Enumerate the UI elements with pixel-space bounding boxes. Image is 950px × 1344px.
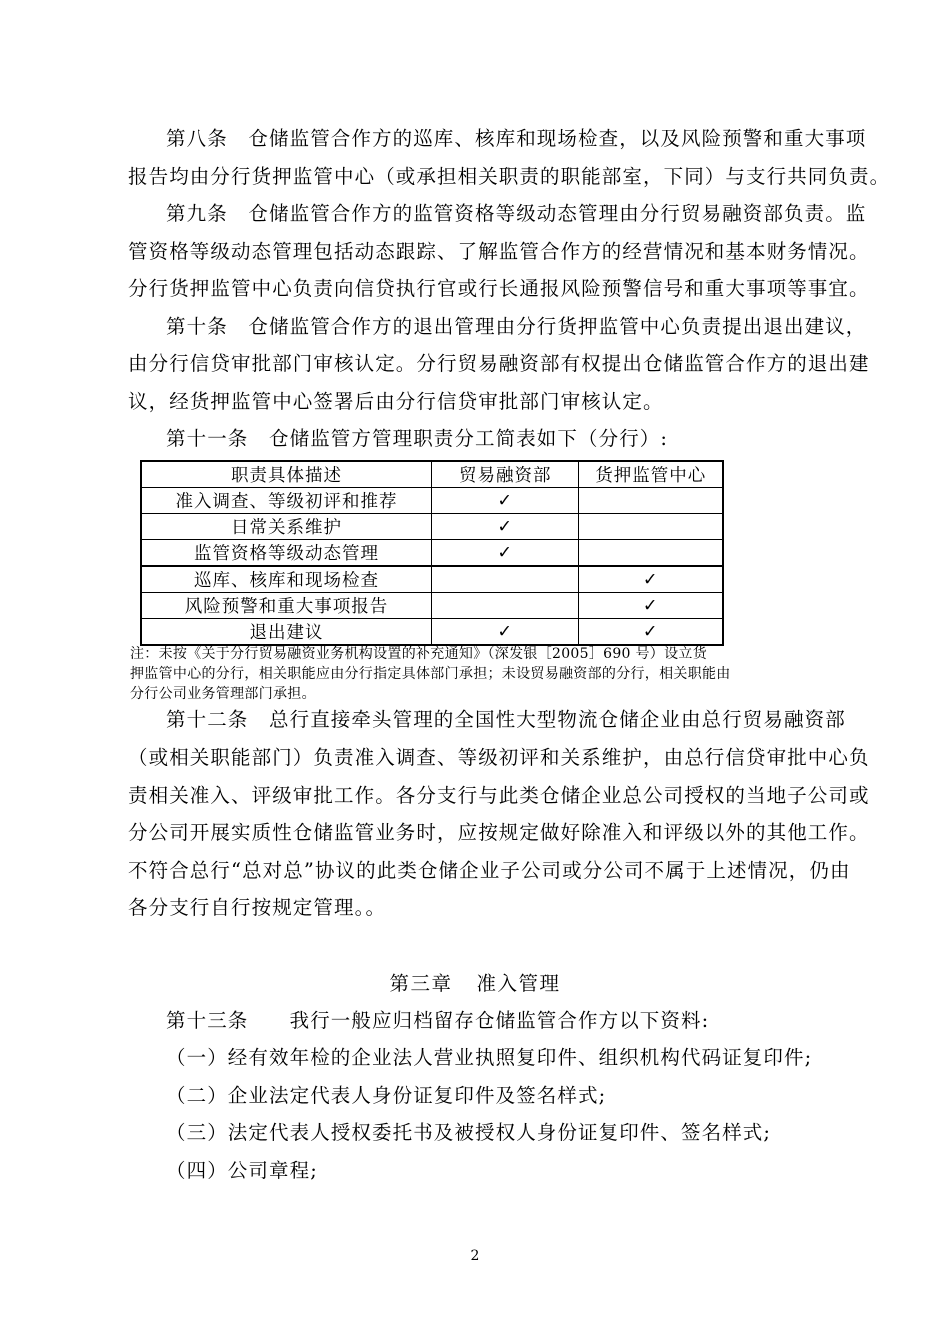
- page-number: 2: [470, 1248, 480, 1264]
- check-mark: [432, 566, 579, 593]
- check-mark: ✓: [579, 619, 723, 646]
- table-cell: 风险预警和重大事项报告: [141, 593, 432, 619]
- paragraph-line: 第十条 仓储监管合作方的退出管理由分行货押监管中心负责提出退出建议，: [166, 315, 867, 338]
- paragraph-line: 责相关准入、评级审批工作。各分支行与此类仓储企业总公司授权的当地子公司或: [128, 784, 870, 807]
- table-row: [141, 619, 723, 646]
- table-header: 职责具体描述: [141, 461, 432, 488]
- paragraph-line: 报告均由分行货押监管中心（或承担相关职责的职能部室，下同）与支行共同负责。: [128, 165, 891, 188]
- paragraph-line: 由分行信贷审批部门审核认定。分行贸易融资部有权提出仓储监管合作方的退出建: [128, 352, 870, 375]
- check-mark: ✓: [432, 514, 579, 540]
- chapter-title: 准入管理: [476, 972, 561, 995]
- paragraph-line: 分公司开展实质性仓储监管业务时，应按规定做好除准入和评级以外的其他工作。: [128, 821, 870, 844]
- chapter-number: 第三章: [389, 972, 453, 995]
- check-mark: ✓: [432, 488, 579, 514]
- paragraph-line: 分行货押监管中心负责向信贷执行官或行长通报风险预警信号和重大事项等事宜。: [128, 277, 870, 300]
- table-row: [141, 593, 723, 619]
- paragraph-line: 不符合总行“总对总”协议的此类仓储企业子公司或分公司不属于上述情况，仍由: [128, 859, 851, 882]
- table-row: [141, 488, 723, 514]
- table-header-row: [141, 461, 723, 488]
- paragraph-line: 第八条 仓储监管合作方的巡库、核库和现场检查，以及风险预警和重大事项: [166, 127, 867, 150]
- paragraph-line: 第十三条 我行一般应归档留存仓储监管合作方以下资料:: [166, 1009, 710, 1032]
- list-item: （一）经有效年检的企业法人营业执照复印件、组织机构代码证复印件;: [166, 1046, 813, 1069]
- check-mark: [579, 540, 723, 567]
- check-mark: ✓: [432, 619, 579, 646]
- check-mark: ✓: [579, 593, 723, 619]
- note-line: 分行公司业务管理部门承担。: [130, 686, 316, 702]
- table-cell: 巡库、核库和现场检查: [141, 566, 432, 593]
- duty-table: [140, 460, 724, 646]
- chapter-heading: [0, 968, 950, 996]
- paragraph-line: 各分支行自行按规定管理。。: [128, 896, 387, 919]
- table-row: [141, 540, 723, 567]
- table-header: 货押监管中心: [579, 461, 723, 488]
- table-row: [141, 514, 723, 540]
- paragraph-line: 议，经货押监管中心签署后由分行信贷审批部门审核认定。: [128, 390, 664, 413]
- table-cell: 退出建议: [141, 619, 432, 646]
- list-item: （三）法定代表人授权委托书及被授权人身份证复印件、签名样式;: [166, 1121, 772, 1144]
- check-mark: ✓: [579, 566, 723, 593]
- table-cell: 准入调查、等级初评和推荐: [141, 488, 432, 514]
- list-item: （二）企业法定代表人身份证复印件及签名样式;: [166, 1084, 607, 1107]
- table-row: [141, 566, 723, 593]
- paragraph-line: 管资格等级动态管理包括动态跟踪、了解监管合作方的经营情况和基本财务情况。: [128, 240, 870, 263]
- paragraph-line: 第十二条 总行直接牵头管理的全国性大型物流仓储企业由总行贸易融资部: [166, 708, 846, 731]
- article-11: 第十一条 仓储监管方管理职责分工简表如下（分行）:: [166, 427, 669, 450]
- check-mark: [579, 488, 723, 514]
- check-mark: [579, 514, 723, 540]
- table-header: 贸易融资部: [432, 461, 579, 488]
- check-mark: ✓: [432, 540, 579, 567]
- table-cell: 监管资格等级动态管理: [141, 540, 432, 567]
- list-item: （四）公司章程;: [166, 1159, 318, 1182]
- note-line: 押监管中心的分行，相关职能应由分行指定具体部门承担；未设贸易融资部的分行，相关职能由: [130, 666, 731, 682]
- paragraph-line: 第九条 仓储监管合作方的监管资格等级动态管理由分行贸易融资部负责。监: [166, 202, 867, 225]
- paragraph-line: （或相关职能部门）负责准入调查、等级初评和关系维护，由总行信贷审批中心负: [128, 746, 870, 769]
- note-line: 注：未按《关于分行贸易融资业务机构设置的补充通知》（深发银［2005］690 号）设立货: [130, 646, 707, 662]
- table-cell: 日常关系维护: [141, 514, 432, 540]
- check-mark: [432, 593, 579, 619]
